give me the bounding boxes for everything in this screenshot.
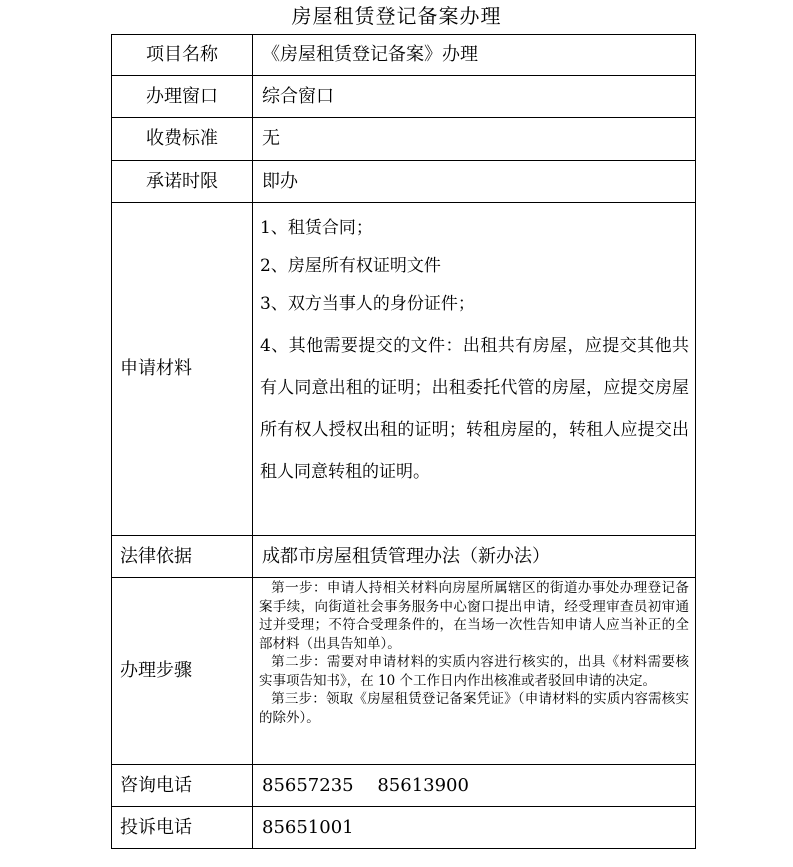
fee-value: 无 (253, 118, 696, 161)
row-complaint-phone (112, 807, 696, 849)
window-value: 综合窗口 (253, 76, 696, 118)
legal-basis-value: 成都市房屋租赁管理办法（新办法） (253, 536, 696, 578)
legal-basis-label: 法律依据 (112, 536, 253, 578)
row-time-limit (112, 161, 696, 203)
time-limit-label: 承诺时限 (112, 161, 253, 203)
window-label: 办理窗口 (112, 76, 253, 118)
material-item: 1、租赁合同； (260, 218, 373, 238)
project-name-value: 《房屋租赁登记备案》办理 (253, 35, 696, 76)
materials-label: 申请材料 (112, 203, 253, 536)
row-materials (112, 203, 696, 536)
consult-phone-label: 咨询电话 (112, 765, 253, 807)
complaint-phone-label: 投诉电话 (112, 807, 253, 849)
row-steps (112, 578, 696, 765)
row-fee (112, 118, 696, 161)
materials-list (253, 203, 696, 536)
project-name-label: 项目名称 (112, 35, 253, 76)
material-item: 4、其他需要提交的文件：出租共有房屋，应提交其他共有人同意出租的证明；出租委托代管的房屋，应提交房屋所有权人授权出租的证明；转租房屋的，转租人应提交出租人同意转租的证明。 (260, 336, 689, 482)
row-project-name (112, 35, 696, 76)
steps-label: 办理步骤 (112, 578, 253, 765)
consult-phone-value: 85657235 85613900 (253, 765, 696, 807)
step-item: 第三步：领取《房屋租赁登记备案凭证》（申请材料的实质内容需核实的除外）。 (259, 691, 689, 726)
step-item: 第一步：申请人持相关材料向房屋所属辖区的街道办事处办理登记备案手续，向街道社会事务服务中心窗口提出申请，经受理审查员初审通过并受理；不符合受理条件的，在当场一次性告知申请人应当补正的全部材料（出具告知单）。 (259, 580, 689, 652)
row-legal-basis (112, 536, 696, 578)
material-item: 3、双方当事人的身份证件； (260, 294, 475, 314)
fee-label: 收费标准 (112, 118, 253, 161)
time-limit-value: 即办 (253, 161, 696, 203)
row-window (112, 76, 696, 118)
step-item: 第二步：需要对申请材料的实质内容进行核实的，出具《材料需要核实事项告知书》，在 10 个工作日内作出核准或者驳回申请的决定。 (259, 654, 689, 689)
page-title: 房屋租赁登记备案办理 (291, 4, 502, 28)
material-item: 2、房屋所有权证明文件 (260, 256, 441, 276)
complaint-phone-value: 85651001 (253, 807, 696, 849)
service-info-table (111, 34, 696, 849)
steps-list (253, 578, 696, 765)
row-consult-phone (112, 765, 696, 807)
